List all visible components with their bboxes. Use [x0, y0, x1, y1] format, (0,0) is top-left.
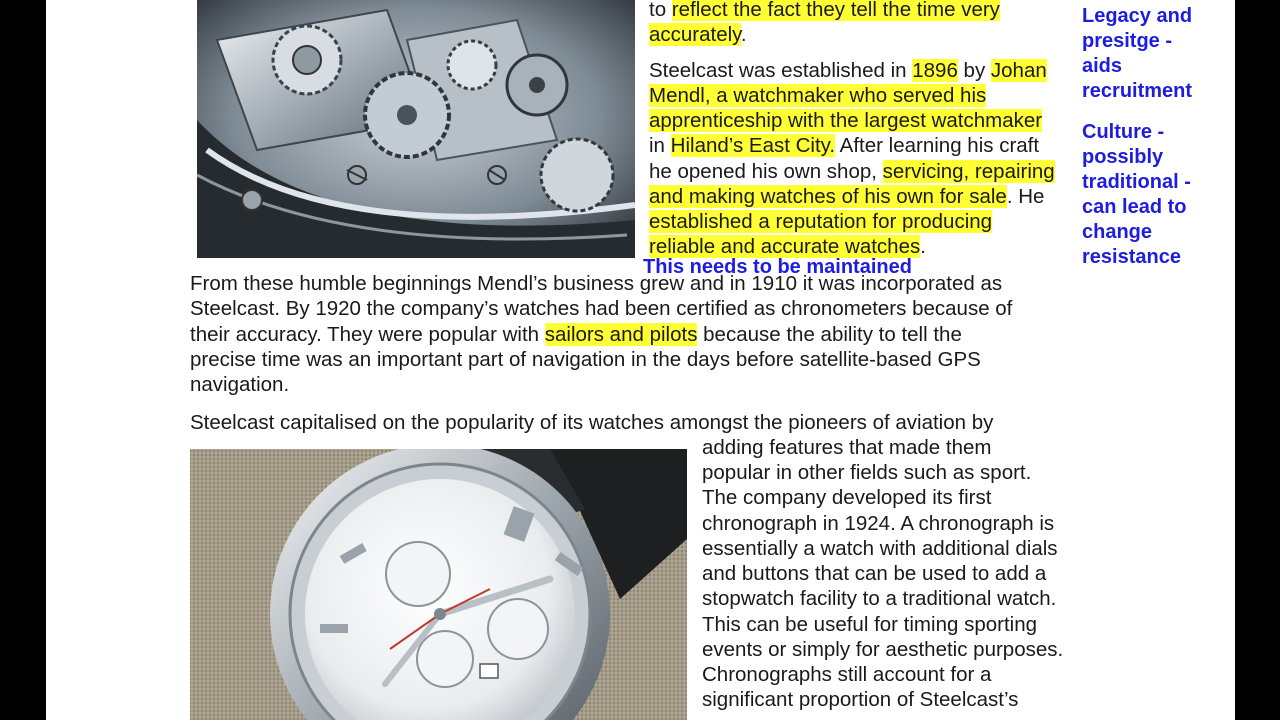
text-run: their accuracy. They were popular with: [190, 323, 545, 346]
text-run: in: [649, 134, 671, 157]
aviation-wrap-line: popular in other fields such as sport.: [702, 461, 1032, 484]
text-run: Steelcast was established in: [649, 59, 913, 82]
aviation-wrap-line: The company developed its first: [702, 486, 992, 509]
intro-line-2: [649, 22, 747, 47]
annotation-maintained: This needs to be maintained: [643, 256, 912, 278]
highlighted-text: apprenticeship with the largest watchmaker: [649, 109, 1043, 132]
document-page: [46, 0, 1235, 720]
founding-line-7: [649, 209, 992, 234]
text-run: .: [920, 235, 926, 258]
watch-movement-image: [197, 0, 635, 258]
intro-line-1: [649, 0, 1000, 22]
aviation-wrap-line: Chronographs still account for a: [702, 663, 992, 686]
annotation-line: presitge -: [1082, 30, 1173, 52]
highlighted-text: established a r: [649, 210, 783, 233]
aviation-wrap-line: adding features that made them: [702, 436, 992, 459]
annotation-line: traditional -: [1082, 171, 1191, 193]
chronograph-watch-image: [190, 449, 687, 720]
annotation-line: can lead to: [1082, 196, 1187, 218]
highlighted-text: 1896: [912, 59, 958, 82]
highlighted-text: Johan: [990, 59, 1047, 82]
annotation-line: Legacy and: [1082, 5, 1193, 27]
text-run: .: [740, 23, 747, 46]
highlighted-text: sailors and pilots: [544, 323, 698, 346]
founding-line-2: [649, 83, 986, 108]
annotation-line: possibly: [1082, 146, 1164, 168]
highlighted-text: eputation for producing: [782, 210, 993, 233]
founding-line-3: [649, 108, 1042, 133]
annotation-line: Culture -: [1082, 121, 1165, 143]
founding-line-6: [649, 184, 1044, 209]
highlighted-text: reflect the fact they tell the time very: [671, 0, 1000, 21]
highlighted-text: and making watches of his own for sale: [649, 185, 1007, 208]
text-run: because the ability to tell the: [697, 323, 962, 346]
highlighted-text: servicing, repairing: [882, 160, 1055, 183]
history-line-4: precise time was an important part of navigation in the days before satellite-based GPS: [190, 348, 981, 371]
highlighted-text: Hiland’s East City.: [670, 134, 836, 157]
aviation-wrap-line: essentially a watch with additional dials: [702, 537, 1058, 560]
annotation-line: resistance: [1082, 246, 1181, 268]
highlighted-text: reliable and accurate watches: [649, 235, 921, 258]
history-line-2: Steelcast. By 1920 the company’s watches had been certified as chronometers because of: [190, 297, 1013, 320]
founding-line-1: [649, 58, 1047, 83]
text-run: After learning his craft: [835, 134, 1040, 157]
text-run: by: [957, 59, 991, 82]
aviation-wrap-line: and buttons that can be used to add a: [702, 562, 1047, 585]
highlighted-text: Mendl, a watchmaker who served his: [649, 84, 987, 107]
aviation-line-1: Steelcast capitalised on the popularity of its watches amongst the pioneers of aviation by: [190, 411, 994, 434]
watch-illustration: [190, 449, 687, 720]
aviation-wrap-line: significant proportion of Steelcast’s: [702, 688, 1019, 711]
founding-line-4: [649, 133, 1039, 158]
founding-line-5: [649, 159, 1055, 184]
aviation-wrap-line: stopwatch facility to a traditional watch.: [702, 587, 1057, 610]
annotation-line: recruitment: [1082, 80, 1193, 102]
text-run: he opened his own shop,: [649, 160, 883, 183]
text-run: . He: [1006, 185, 1045, 208]
annotation-line: change: [1082, 221, 1153, 243]
history-line-5: navigation.: [190, 373, 290, 396]
history-line-1: From these humble beginnings Mendl’s business grew and in 1910 it was incorporated as: [190, 272, 1003, 295]
gear-illustration: [197, 0, 635, 258]
aviation-wrap-line: chronograph in 1924. A chronograph is: [702, 512, 1055, 535]
annotation-line: aids: [1082, 55, 1123, 77]
aviation-wrap-line: This can be useful for timing sporting: [702, 613, 1037, 636]
highlighted-text: accurately: [649, 23, 741, 46]
text-run: to: [649, 0, 672, 21]
history-line-3: [190, 322, 962, 347]
aviation-wrap-line: events or simply for aesthetic purposes.: [702, 638, 1064, 661]
